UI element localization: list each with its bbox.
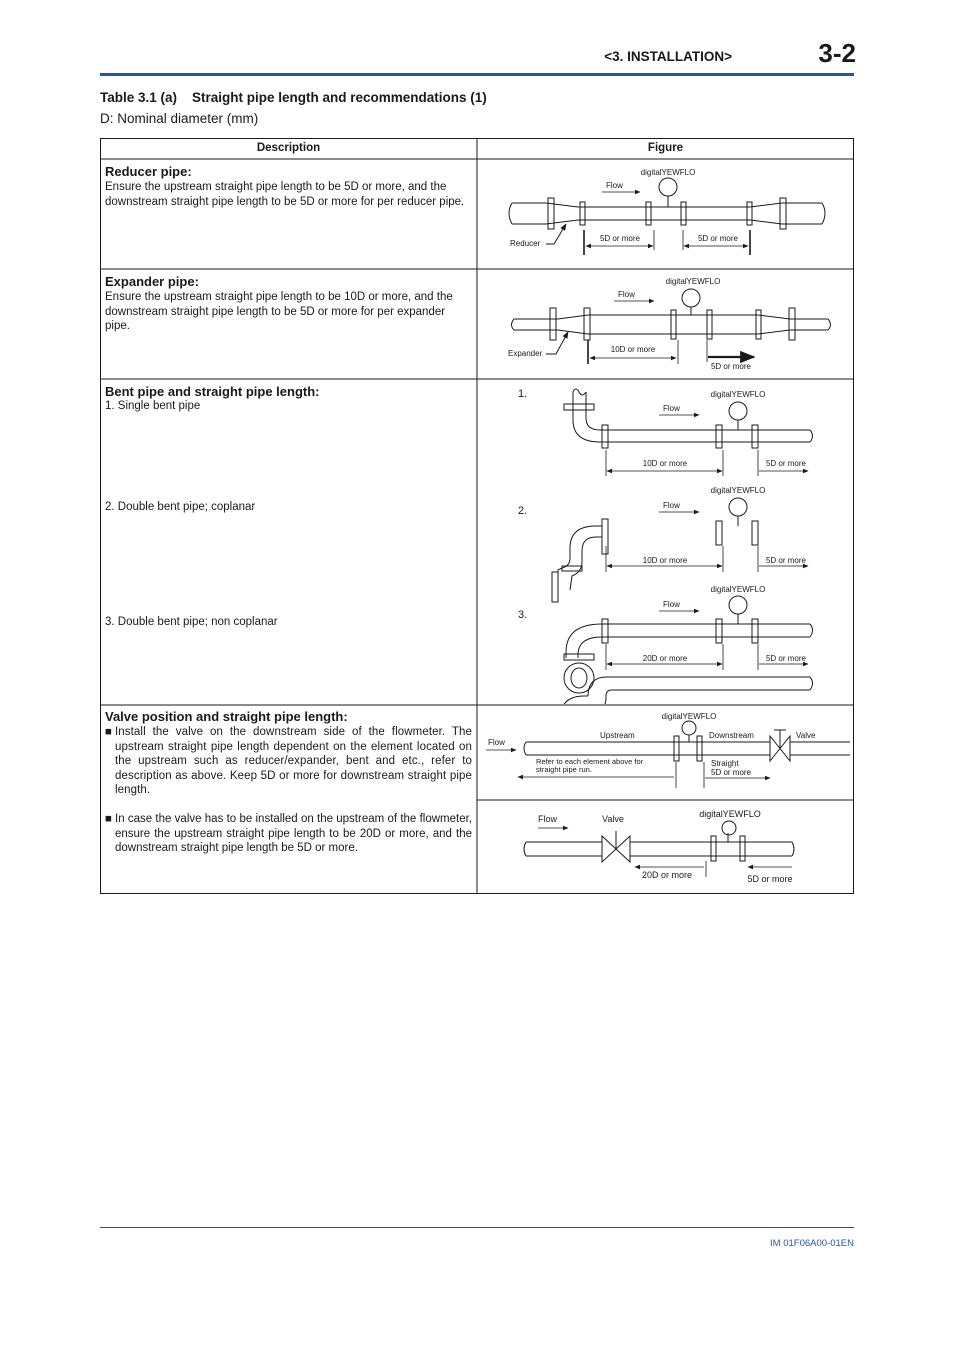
- bullet-square-icon: ■: [105, 726, 112, 738]
- valve-bullet-2-text: In case the valve has to be installed on the upstream of the flowmeter, ensure the upstream straight pipe length to be 20D or more, and the downstream straight pipe length be 5D or more.: [115, 813, 472, 854]
- valve-upstream-figure: [478, 801, 854, 893]
- valve-fig1-flow-label: Flow: [488, 738, 505, 747]
- single-bent-downstream-length: 5D or more: [765, 459, 807, 468]
- expander-downstream-length: 5D or more: [710, 362, 752, 371]
- double-bent-coplanar-upstream-length: 10D or more: [642, 556, 688, 565]
- double-bent-coplanar-pipe: [556, 498, 813, 704]
- reducer-heading: Reducer pipe:: [105, 164, 192, 179]
- expander-pipe: [512, 289, 831, 340]
- section-title: <3. INSTALLATION>: [604, 49, 732, 64]
- expander-upstream-length: 10D or more: [610, 345, 656, 354]
- reducer-downstream-length: 5D or more: [697, 234, 739, 243]
- single-bent-pipe: [564, 389, 813, 448]
- reducer-text: Ensure the upstream straight pipe length to be 5D or more, and the downstream straight pipe length to be 5D or more for per reducer pipe.: [105, 181, 465, 208]
- valve-fig2-flow-label: Flow: [538, 814, 558, 824]
- double-bent-noncoplanar-number: 3.: [518, 609, 528, 621]
- reducer-description: [105, 164, 472, 209]
- double-bent-coplanar-number: 2.: [518, 505, 528, 517]
- valve-heading: Valve position and straight pipe length:: [105, 709, 348, 724]
- reducer-element-label: Reducer: [510, 239, 541, 248]
- valve-fig2-meter-label: digitalYEWFLO: [699, 809, 761, 819]
- valve-fig2-upstream-length: 20D or more: [641, 870, 693, 880]
- single-bent-upstream-length: 10D or more: [642, 459, 688, 468]
- valve-fig1-upstream-label: Upstream: [600, 731, 635, 740]
- expander-description: [105, 274, 472, 334]
- expander-text: Ensure the upstream straight pipe length to be 10D or more, and the downstream straight pipe length to be 5D or more for per expander pipe.: [105, 291, 453, 332]
- valve-fig1-straight-label: Straight: [711, 759, 739, 768]
- valve-fig1-straight-length: 5D or more: [711, 768, 752, 777]
- header-rule: [100, 73, 854, 76]
- reducer-upstream-length: 5D or more: [599, 234, 641, 243]
- column-header-figure: Figure: [647, 142, 684, 154]
- reducer-pipe: [509, 178, 825, 229]
- double-bent-noncoplanar-upstream-length: 20D or more: [642, 654, 688, 663]
- valve-bullet-2: [105, 812, 472, 856]
- expander-element-label: Expander: [508, 349, 543, 358]
- double-bent-coplanar-meter-label: digitalYEWFLO: [710, 486, 766, 495]
- double-bent-noncoplanar-downstream-length: 5D or more: [765, 654, 807, 663]
- single-bent-flow-label: Flow: [663, 404, 680, 413]
- column-header-description: Description: [256, 142, 321, 154]
- double-bent-coplanar-elbow: [552, 526, 602, 602]
- bent-pipe-figure: [478, 380, 854, 704]
- reducer-figure: [478, 160, 854, 268]
- valve-fig1-meter-label: digitalYEWFLO: [661, 712, 717, 721]
- double-bent-noncoplanar-label: 3. Double bent pipe; non coplanar: [105, 616, 278, 628]
- valve-description: [105, 709, 472, 725]
- expander-heading: Expander pipe:: [105, 274, 199, 289]
- single-bent-label: 1. Single bent pipe: [105, 400, 201, 412]
- valve-fig1-note-line1: Refer to each element above for: [536, 757, 644, 766]
- page-number: 3-2: [818, 38, 856, 68]
- valve-bullet-1: [105, 725, 472, 798]
- single-bent-meter-label: digitalYEWFLO: [710, 390, 766, 399]
- bent-pipe-description: [105, 384, 472, 400]
- valve-bullet-1-text: Install the valve on the downstream side of the flowmeter. The upstream straight pipe length dependent on the element located on the upstream such as reducer/expander, bent and etc., refer to description as above. Keep 5D or more for downstream straight pipe length.: [115, 726, 472, 796]
- bent-pipe-heading: Bent pipe and straight pipe length:: [105, 384, 320, 399]
- double-bent-noncoplanar-meter-label: digitalYEWFLO: [710, 585, 766, 594]
- double-bent-noncoplanar-flow-label: Flow: [663, 600, 680, 609]
- valve-downstream-figure: [478, 706, 854, 800]
- valve-fig1-valve-label: Valve: [796, 731, 816, 740]
- expander-flow-label: Flow: [618, 290, 635, 299]
- double-bent-noncoplanar-pipe: [564, 596, 813, 693]
- double-bent-coplanar-downstream-length: 5D or more: [765, 556, 807, 565]
- valve-fig2-pipe: [524, 821, 794, 862]
- reducer-flow-label: Flow: [606, 181, 623, 190]
- valve-fig2-downstream-length: 5D or more: [747, 874, 793, 884]
- reducer-meter-label: digitalYEWFLO: [640, 168, 696, 177]
- document-id: IM 01F06A00-01EN: [770, 1238, 854, 1249]
- valve-fig1-pipe: [524, 721, 850, 761]
- expander-figure: [478, 270, 854, 378]
- valve-fig1-note-line2: straight pipe run.: [536, 765, 592, 774]
- straight-pipe-table: [100, 138, 854, 894]
- table-subtitle: D: Nominal diameter (mm): [100, 111, 259, 126]
- expander-meter-label: digitalYEWFLO: [665, 277, 721, 286]
- valve-fig2-valve-label: Valve: [602, 814, 624, 824]
- table-title: Table 3.1 (a) Straight pipe length and recommendations (1): [100, 90, 487, 105]
- single-bent-number: 1.: [518, 388, 528, 400]
- footer-rule: [100, 1227, 854, 1228]
- double-bent-coplanar-flow-label: Flow: [663, 501, 680, 510]
- bullet-square-icon: ■: [105, 813, 112, 825]
- double-bent-coplanar-label: 2. Double bent pipe; coplanar: [105, 501, 256, 513]
- valve-fig1-downstream-label: Downstream: [709, 731, 754, 740]
